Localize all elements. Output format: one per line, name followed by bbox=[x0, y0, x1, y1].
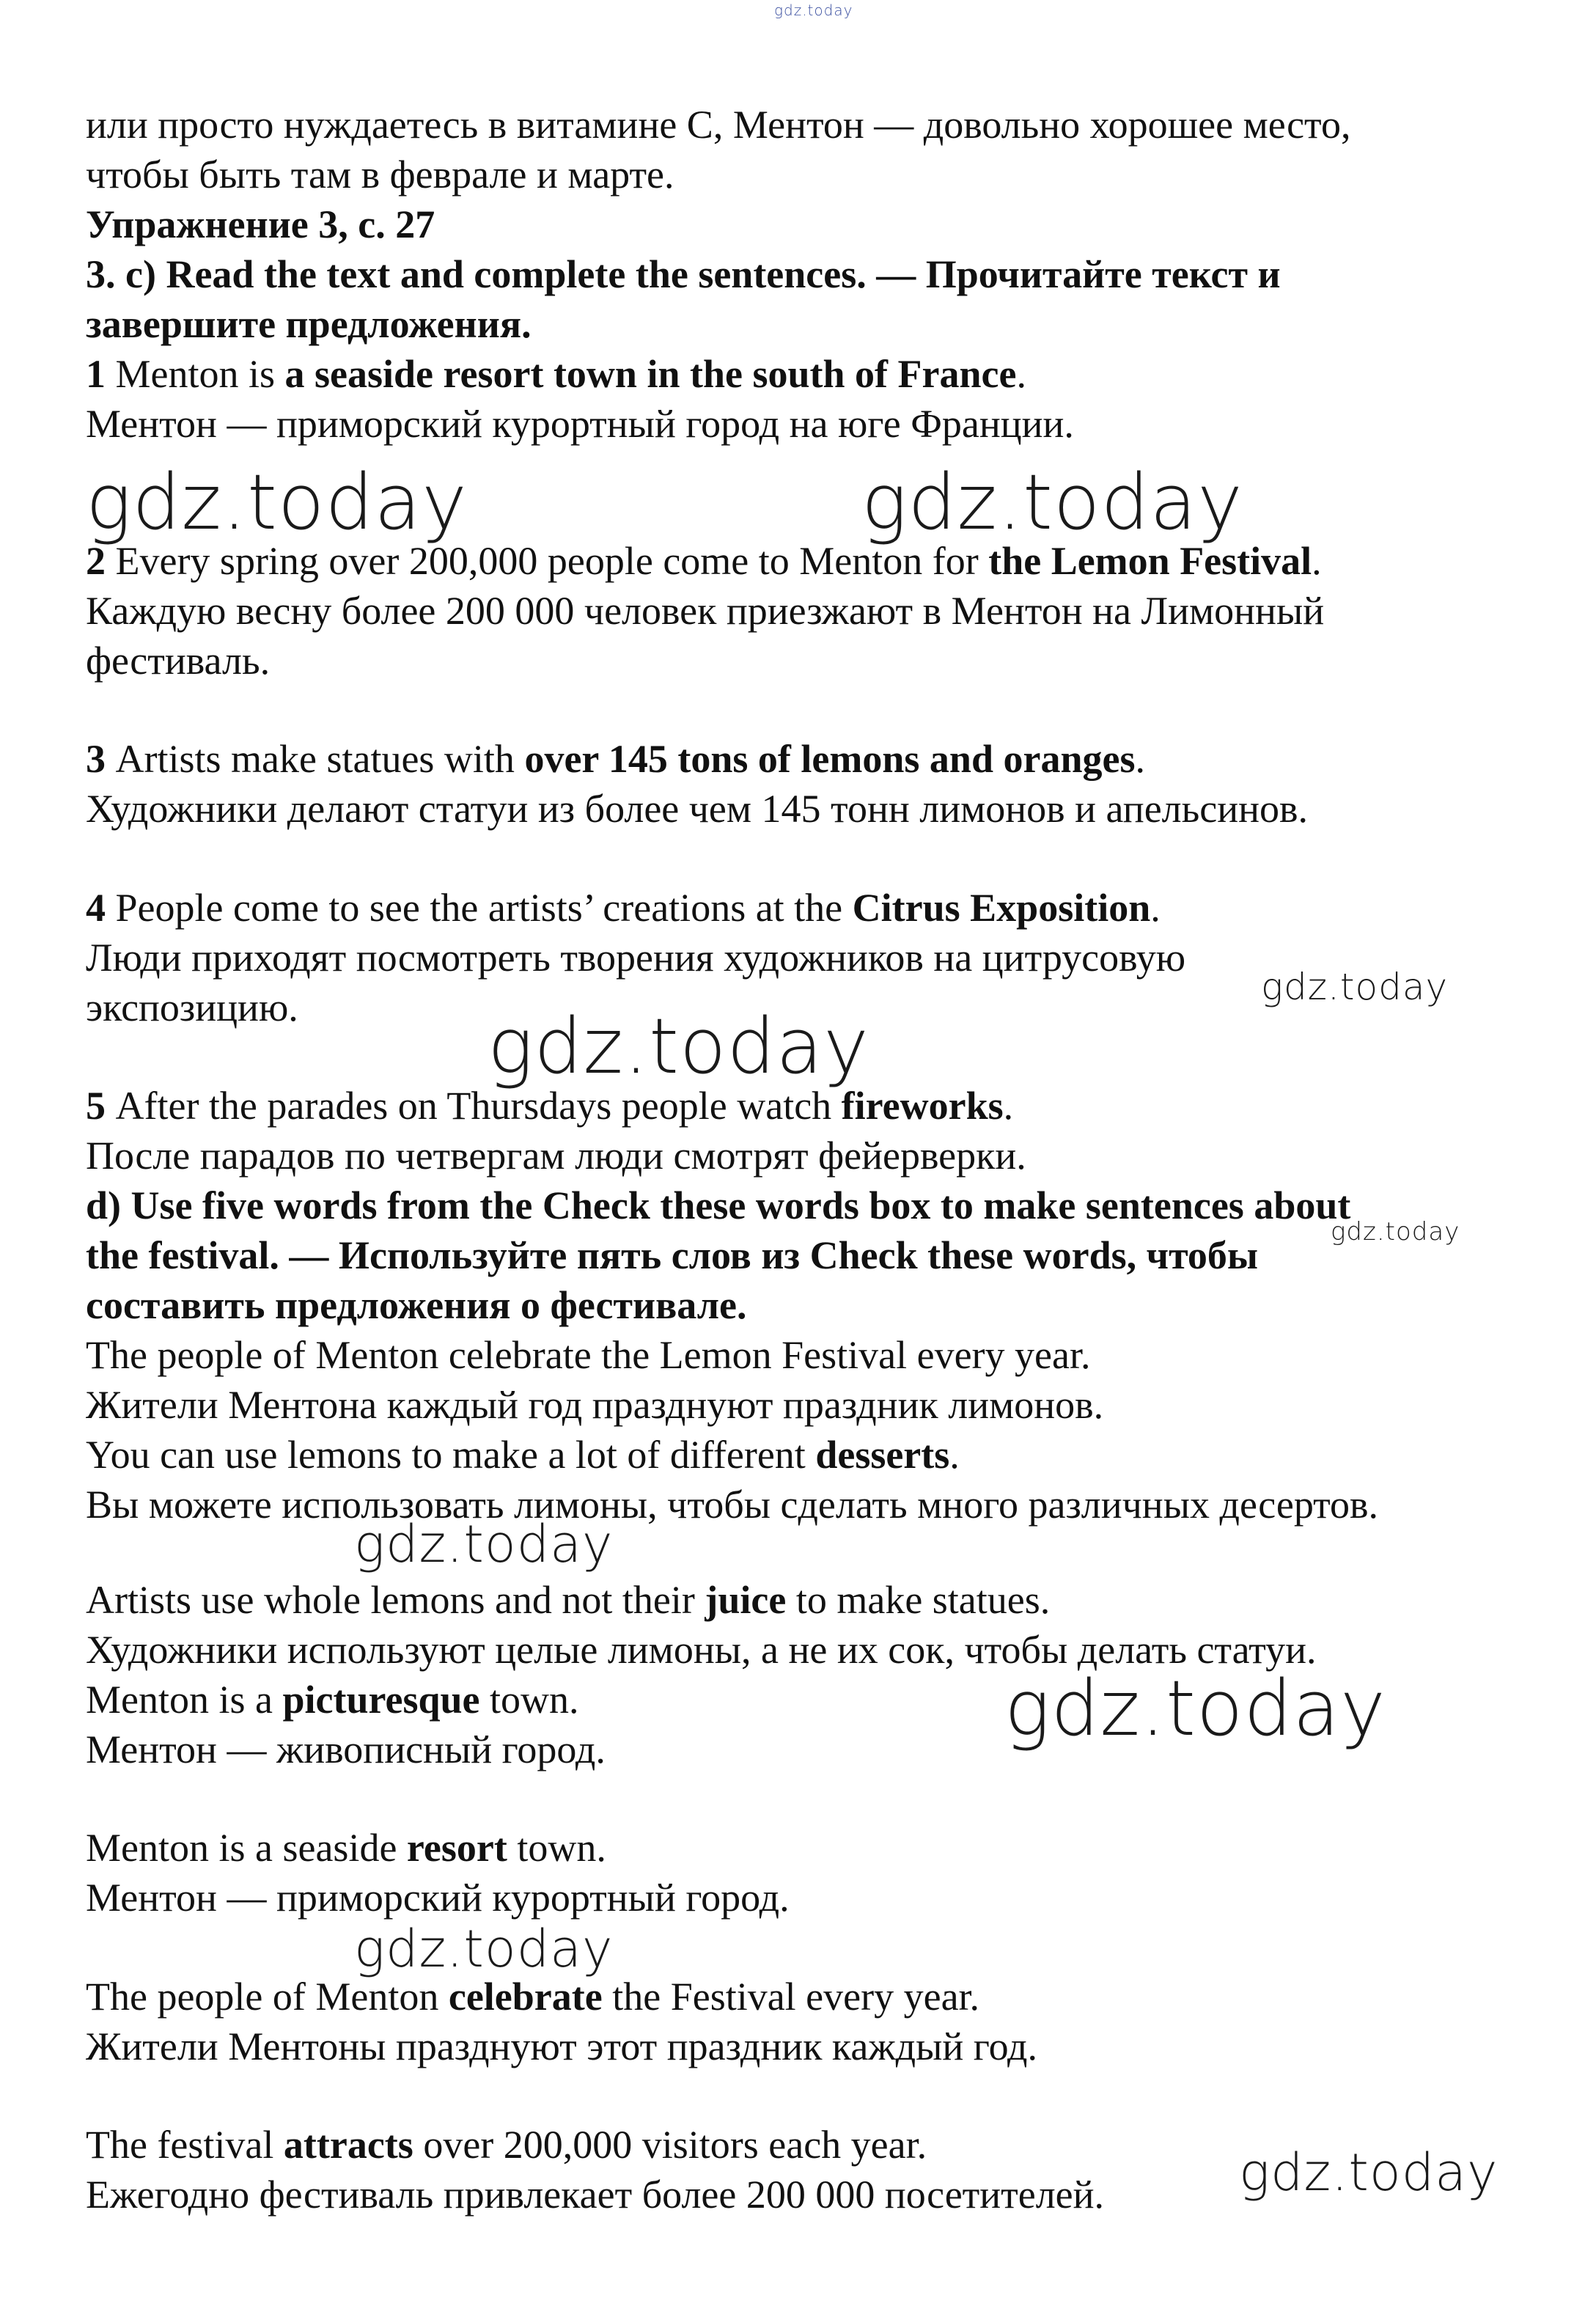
bold-text: juice bbox=[705, 1578, 787, 1622]
watermark: gdz.today bbox=[1239, 2142, 1498, 2203]
text-line bbox=[86, 737, 1145, 781]
bold-text: attracts bbox=[283, 2123, 413, 2167]
text-run: Художники делают статуи из более чем 145 тонн лимонов и апельсинов. bbox=[86, 787, 1309, 831]
watermark: gdz.today bbox=[1261, 966, 1449, 1008]
text-line bbox=[86, 539, 1322, 583]
bold-text: составить предложения о фестивале. bbox=[86, 1283, 747, 1327]
text-line bbox=[86, 1333, 1090, 1377]
bold-text: the Lemon Festival bbox=[988, 539, 1312, 583]
watermark: gdz.today bbox=[354, 1514, 614, 1574]
bold-text: 1 bbox=[86, 352, 116, 396]
text-line bbox=[86, 886, 1161, 930]
watermark: gdz.today bbox=[354, 1919, 614, 1979]
text-run: . bbox=[1150, 886, 1161, 930]
text-line bbox=[86, 352, 1026, 396]
text-line bbox=[86, 103, 1350, 147]
text-run: Ментон — живописный город. bbox=[86, 1727, 606, 1771]
text-line bbox=[86, 936, 1185, 980]
text-line bbox=[86, 985, 298, 1029]
watermark: gdz.today bbox=[1004, 1664, 1386, 1753]
text-run: . bbox=[1312, 539, 1322, 583]
text-run: Every spring over 200,000 people come to Menton for bbox=[115, 539, 989, 583]
text-run: Menton is a seaside bbox=[86, 1826, 407, 1870]
text-run: The people of Menton bbox=[86, 1975, 449, 2019]
text-line bbox=[86, 1383, 1103, 1427]
text-run: фестиваль. bbox=[86, 639, 271, 683]
bold-text: 3 bbox=[86, 737, 116, 781]
bold-text: picturesque bbox=[282, 1678, 480, 1722]
watermark: gdz.today bbox=[86, 458, 468, 547]
watermark: gdz.today bbox=[488, 1002, 869, 1091]
bold-text: d) Use five words from the Check these words box to make sentences about bbox=[86, 1183, 1351, 1227]
text-run: После парадов по четвергам люди смотрят фейерверки. bbox=[86, 1134, 1026, 1178]
text-line bbox=[86, 1826, 606, 1870]
text-run: Ментон — приморский курортный город. bbox=[86, 1876, 790, 1920]
bold-text: over 145 tons of lemons and oranges bbox=[524, 737, 1136, 781]
bold-text: 4 bbox=[86, 886, 116, 930]
text-run: Artists use whole lemons and not their bbox=[86, 1578, 705, 1622]
bold-text: 3. c) Read the text and complete the sentences. — Прочитайте текст и bbox=[86, 252, 1281, 296]
task-heading bbox=[86, 1233, 1258, 1277]
text-run: Ежегодно фестиваль привлекает более 200 000 посетителей. bbox=[86, 2173, 1105, 2217]
text-run: You can use lemons to make a lot of different bbox=[86, 1433, 816, 1477]
text-run: экспозицию. bbox=[86, 985, 298, 1029]
text-run: People come to see the artists’ creations at the bbox=[115, 886, 853, 930]
text-run: town. bbox=[479, 1678, 579, 1722]
text-run: The people of Menton celebrate the Lemon Festival every year. bbox=[86, 1333, 1091, 1377]
task-heading bbox=[86, 252, 1281, 296]
text-line bbox=[86, 1876, 790, 1920]
header-watermark: gdz.today bbox=[774, 1, 853, 19]
text-run: или просто нуждаетесь в витамине С, Ментон — довольно хорошее место, bbox=[86, 103, 1351, 147]
text-run: Жители Ментоны празднуют этот праздник каждый год. bbox=[86, 2024, 1038, 2068]
text-line bbox=[86, 1134, 1026, 1178]
watermark: gdz.today bbox=[1331, 1217, 1460, 1246]
text-line bbox=[86, 402, 1074, 446]
bold-text: Citrus Exposition bbox=[852, 886, 1151, 930]
task-heading bbox=[86, 1283, 747, 1327]
text-line bbox=[86, 1578, 1050, 1622]
text-line bbox=[86, 1433, 960, 1477]
bold-text: a seaside resort town in the south of France bbox=[284, 352, 1017, 396]
text-run: The festival bbox=[86, 2123, 284, 2167]
exercise-heading bbox=[86, 202, 435, 246]
text-run: чтобы быть там в феврале и марте. bbox=[86, 153, 674, 197]
text-run: Menton is a bbox=[86, 1678, 283, 1722]
text-run: town. bbox=[507, 1826, 606, 1870]
text-run: Menton is bbox=[115, 352, 285, 396]
watermark: gdz.today bbox=[861, 458, 1243, 547]
bold-text: Упражнение 3, с. 27 bbox=[86, 202, 435, 246]
text-line bbox=[86, 589, 1324, 633]
text-run: . bbox=[949, 1433, 960, 1477]
text-run: . bbox=[1135, 737, 1145, 781]
text-line bbox=[86, 153, 674, 197]
bold-text: desserts bbox=[815, 1433, 950, 1477]
task-heading bbox=[86, 302, 532, 346]
text-line bbox=[86, 787, 1308, 831]
text-line bbox=[86, 1727, 606, 1771]
text-run: . bbox=[1003, 1084, 1014, 1128]
text-line bbox=[86, 1678, 579, 1722]
text-run: over 200,000 visitors each year. bbox=[413, 2123, 927, 2167]
text-run: . bbox=[1016, 352, 1026, 396]
bold-text: celebrate bbox=[448, 1975, 603, 2019]
text-run: Каждую весну более 200 000 человек приезжают в Ментон на Лимонный bbox=[86, 589, 1325, 633]
bold-text: завершите предложения. bbox=[86, 302, 532, 346]
text-line bbox=[86, 1483, 1378, 1527]
bold-text: 5 bbox=[86, 1084, 116, 1128]
text-run: After the parades on Thursdays people watch bbox=[115, 1084, 842, 1128]
task-heading bbox=[86, 1183, 1350, 1227]
text-line bbox=[86, 1975, 979, 2019]
text-run: Вы можете использовать лимоны, чтобы сделать много различных десертов. bbox=[86, 1483, 1379, 1527]
text-line bbox=[86, 1084, 1013, 1128]
bold-text: resort bbox=[406, 1826, 507, 1870]
text-run: to make statues. bbox=[786, 1578, 1051, 1622]
text-run: Ментон — приморский курортный город на юге Франции. bbox=[86, 402, 1074, 446]
bold-text: fireworks bbox=[841, 1084, 1004, 1128]
text-line bbox=[86, 2123, 927, 2167]
text-run: Artists make statues with bbox=[115, 737, 525, 781]
text-run: Люди приходят посмотреть творения художников на цитрусовую bbox=[86, 936, 1186, 980]
text-run: Жители Ментона каждый год празднуют праздник лимонов. bbox=[86, 1383, 1104, 1427]
text-line bbox=[86, 639, 270, 683]
text-line bbox=[86, 2024, 1037, 2068]
text-run: the Festival every year. bbox=[602, 1975, 980, 2019]
bold-text: 2 bbox=[86, 539, 116, 583]
text-line bbox=[86, 2173, 1104, 2217]
text-run: Художники используют целые лимоны, а не их сок, чтобы делать статуи. bbox=[86, 1628, 1317, 1672]
bold-text: the festival. — Используйте пять слов из Check these words, чтобы bbox=[86, 1233, 1259, 1277]
